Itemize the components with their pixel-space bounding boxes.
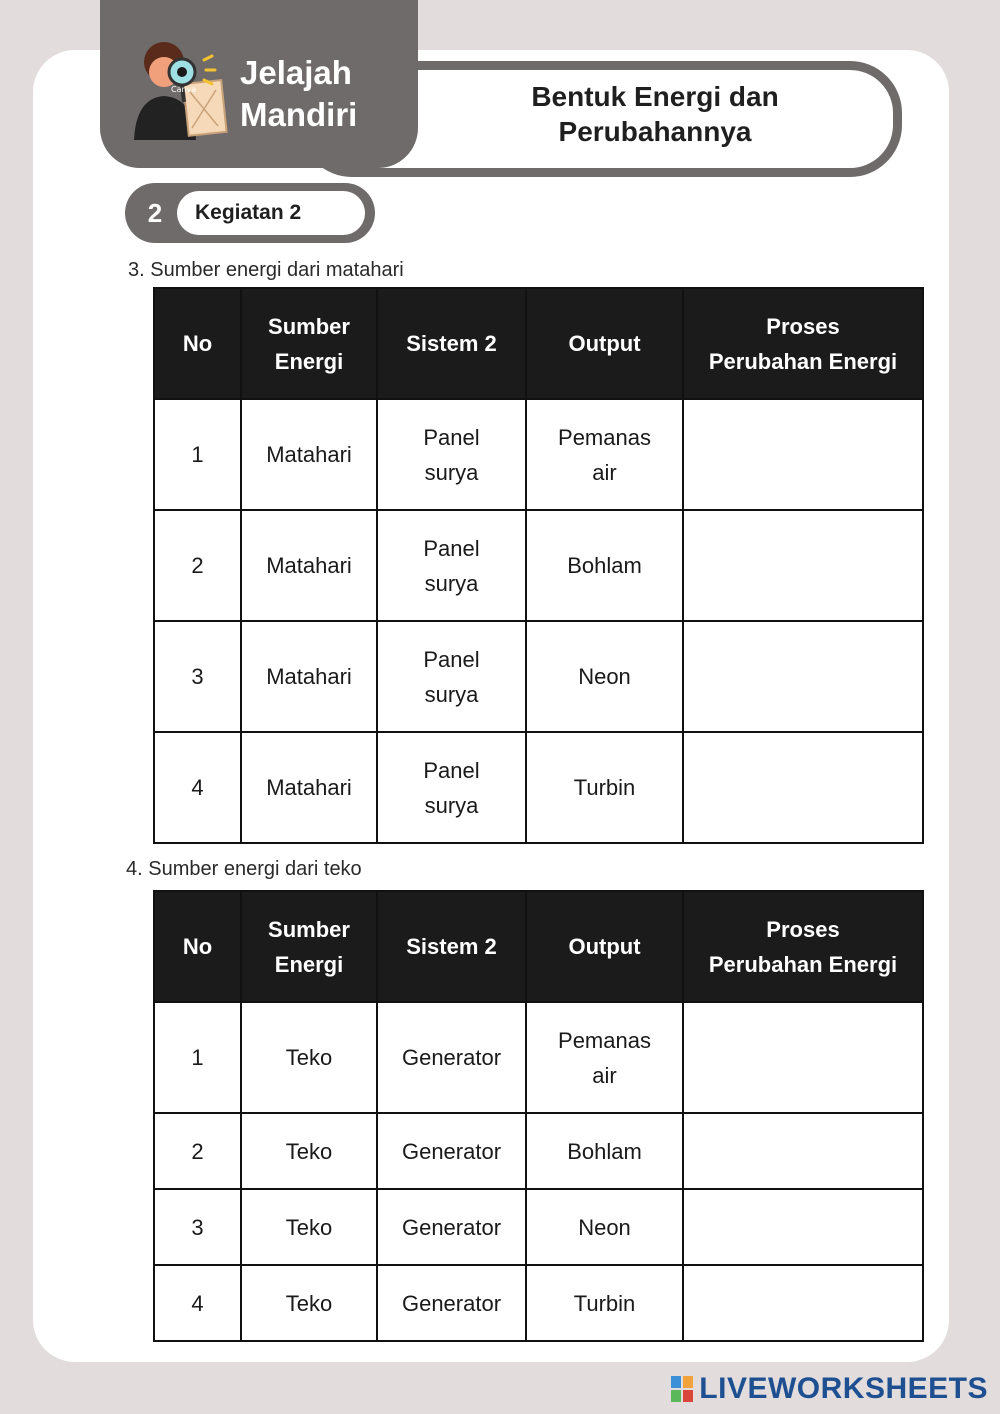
table-teko	[153, 890, 924, 1342]
cell-proses-input[interactable]	[683, 510, 923, 621]
cell-sistem: Generator	[377, 1265, 526, 1341]
table-row	[154, 399, 923, 510]
cell-sumber: Matahari	[241, 510, 377, 621]
column-header-proses: Proses Perubahan Energi	[683, 288, 923, 399]
liveworksheets-logo-text: LIVEWORKSHEETS	[699, 1372, 988, 1405]
cell-proses-input[interactable]	[683, 1002, 923, 1113]
liveworksheets-logo-icon	[671, 1376, 693, 1402]
column-header-sistem: Sistem 2	[377, 891, 526, 1002]
cell-sistem: Panel surya	[377, 510, 526, 621]
column-header-no: No	[154, 891, 241, 1002]
cell-output: Neon	[526, 621, 683, 732]
mascot-label: Canva	[171, 85, 197, 94]
cell-no: 1	[154, 1002, 241, 1113]
table-row	[154, 510, 923, 621]
cell-proses-input[interactable]	[683, 732, 923, 843]
cell-sistem: Panel surya	[377, 621, 526, 732]
cell-sumber: Teko	[241, 1113, 377, 1189]
cell-sistem: Panel surya	[377, 732, 526, 843]
liveworksheets-logo[interactable]	[671, 1372, 988, 1406]
column-header-output: Output	[526, 891, 683, 1002]
activity-label: Kegiatan 2	[195, 201, 302, 224]
cell-no: 1	[154, 399, 241, 510]
cell-output: Turbin	[526, 1265, 683, 1341]
section-heading-matahari: 3. Sumber energi dari matahari	[128, 259, 404, 281]
explorer-mascot-icon	[124, 40, 236, 140]
table-matahari	[153, 287, 924, 844]
cell-output: Bohlam	[526, 510, 683, 621]
column-header-sistem: Sistem 2	[377, 288, 526, 399]
cell-no: 3	[154, 1189, 241, 1265]
activity-label-box	[177, 191, 365, 235]
cell-sumber: Teko	[241, 1002, 377, 1113]
section-heading-teko: 4. Sumber energi dari teko	[126, 858, 362, 880]
cell-sumber: Teko	[241, 1265, 377, 1341]
title-line-1: Bentuk Energi dan	[531, 81, 779, 112]
table-header-row	[154, 891, 923, 1002]
table-row	[154, 621, 923, 732]
table-header-row	[154, 288, 923, 399]
cell-proses-input[interactable]	[683, 1265, 923, 1341]
cell-output: Pemanas air	[526, 1002, 683, 1113]
column-header-no: No	[154, 288, 241, 399]
table-row	[154, 1002, 923, 1113]
cell-sumber: Matahari	[241, 732, 377, 843]
cell-sumber: Matahari	[241, 621, 377, 732]
title-line-2: Perubahannya	[558, 116, 752, 147]
cell-proses-input[interactable]	[683, 399, 923, 510]
column-header-sumber-energi: Sumber Energi	[241, 288, 377, 399]
cell-no: 2	[154, 510, 241, 621]
cell-output: Pemanas air	[526, 399, 683, 510]
page-title	[405, 73, 905, 155]
cell-sistem: Generator	[377, 1189, 526, 1265]
activity-number: 2	[147, 197, 163, 228]
cell-sumber: Teko	[241, 1189, 377, 1265]
cell-output: Turbin	[526, 732, 683, 843]
cell-proses-input[interactable]	[683, 1189, 923, 1265]
brand-line-1: Jelajah	[240, 54, 352, 91]
cell-sumber: Matahari	[241, 399, 377, 510]
cell-proses-input[interactable]	[683, 1113, 923, 1189]
column-header-sumber-energi: Sumber Energi	[241, 891, 377, 1002]
cell-output: Bohlam	[526, 1113, 683, 1189]
table-row	[154, 1265, 923, 1341]
cell-proses-input[interactable]	[683, 621, 923, 732]
table-row	[154, 1189, 923, 1265]
cell-sistem: Panel surya	[377, 399, 526, 510]
cell-no: 2	[154, 1113, 241, 1189]
cell-sistem: Generator	[377, 1002, 526, 1113]
brand-title	[240, 52, 357, 136]
table-row	[154, 1113, 923, 1189]
table-row	[154, 732, 923, 843]
activity-badge	[125, 183, 375, 243]
cell-output: Neon	[526, 1189, 683, 1265]
column-header-output: Output	[526, 288, 683, 399]
brand-line-2: Mandiri	[240, 96, 358, 133]
column-header-proses: Proses Perubahan Energi	[683, 891, 923, 1002]
cell-no: 4	[154, 732, 241, 843]
cell-sistem: Generator	[377, 1113, 526, 1189]
cell-no: 4	[154, 1265, 241, 1341]
cell-no: 3	[154, 621, 241, 732]
